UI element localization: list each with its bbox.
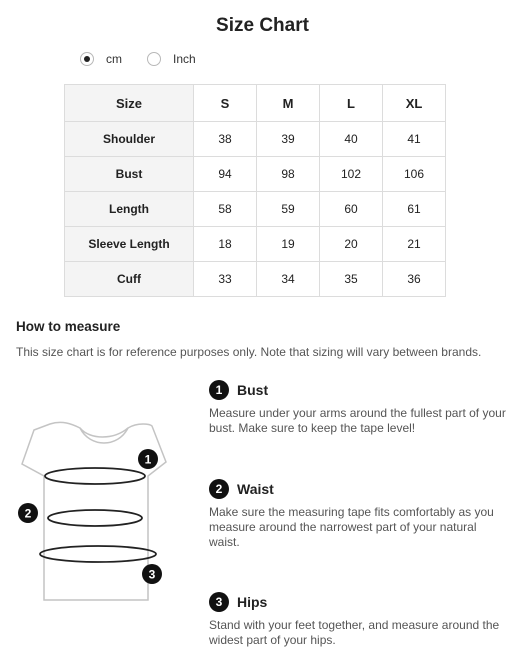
step-description: Stand with your feet together, and measure around the widest part of your hips. (209, 618, 500, 647)
table-row (65, 262, 446, 297)
table-row (65, 227, 446, 262)
step-waist (209, 479, 509, 550)
table-cell: 98 (257, 157, 320, 192)
how-to-measure-heading: How to measure (16, 319, 121, 334)
step-bust (209, 380, 509, 436)
size-chart-title: Size Chart (216, 15, 309, 36)
table-header-cell: M (257, 85, 320, 122)
step-description: Make sure the measuring tape fits comfortably as you measure around the narrowest part of your natural waist. (209, 505, 494, 549)
unit-label-inch: Inch (173, 52, 196, 66)
table-cell: 58 (194, 192, 257, 227)
tshirt-measurement-illustration (10, 418, 170, 608)
table-cell: 39 (257, 122, 320, 157)
table-header-cell: L (320, 85, 383, 122)
table-cell: 19 (257, 227, 320, 262)
waist-marker-2 (18, 503, 38, 523)
table-row (65, 157, 446, 192)
table-cell: 20 (320, 227, 383, 262)
table-cell: 33 (194, 262, 257, 297)
svg-text:3: 3 (148, 567, 156, 582)
row-label: Cuff (65, 262, 194, 297)
row-label: Sleeve Length (65, 227, 194, 262)
table-cell: 106 (383, 157, 446, 192)
step-title: Bust (237, 382, 269, 398)
table-cell: 94 (194, 157, 257, 192)
reference-note: This size chart is for reference purposes only. Note that sizing will vary between brands. (16, 345, 482, 359)
step-header (209, 479, 509, 499)
step-description: Measure under your arms around the fullest part of your bust. Make sure to keep the tape level! (209, 406, 506, 435)
row-label: Bust (65, 157, 194, 192)
size-table (64, 84, 446, 297)
row-label: Shoulder (65, 122, 194, 157)
step-title: Waist (237, 481, 274, 497)
step-number-badge: 3 (209, 592, 229, 612)
table-cell: 38 (194, 122, 257, 157)
table-row (65, 192, 446, 227)
step-title: Hips (237, 594, 268, 610)
table-header-cell: S (194, 85, 257, 122)
step-header (209, 592, 509, 612)
svg-text:2: 2 (24, 506, 32, 521)
table-row (65, 122, 446, 157)
table-cell: 40 (320, 122, 383, 157)
bust-marker-1 (138, 449, 158, 469)
step-number-badge: 1 (209, 380, 229, 400)
step-number-badge: 2 (209, 479, 229, 499)
step-header (209, 380, 509, 400)
unit-label-cm: cm (106, 52, 122, 66)
table-cell: 102 (320, 157, 383, 192)
table-cell: 59 (257, 192, 320, 227)
table-header-cell: Size (65, 85, 194, 122)
table-cell: 41 (383, 122, 446, 157)
table-cell: 61 (383, 192, 446, 227)
table-cell: 18 (194, 227, 257, 262)
svg-text:1: 1 (144, 452, 152, 467)
radio-inch[interactable] (147, 52, 161, 66)
table-header-row (65, 85, 446, 122)
table-cell: 21 (383, 227, 446, 262)
step-hips (209, 592, 509, 648)
hips-marker-3 (142, 564, 162, 584)
table-cell: 60 (320, 192, 383, 227)
table-cell: 34 (257, 262, 320, 297)
radio-cm[interactable] (80, 52, 94, 66)
unit-option-cm[interactable] (80, 52, 122, 66)
unit-option-inch[interactable] (147, 52, 196, 66)
row-label: Length (65, 192, 194, 227)
table-cell: 36 (383, 262, 446, 297)
table-header-cell: XL (383, 85, 446, 122)
table-cell: 35 (320, 262, 383, 297)
